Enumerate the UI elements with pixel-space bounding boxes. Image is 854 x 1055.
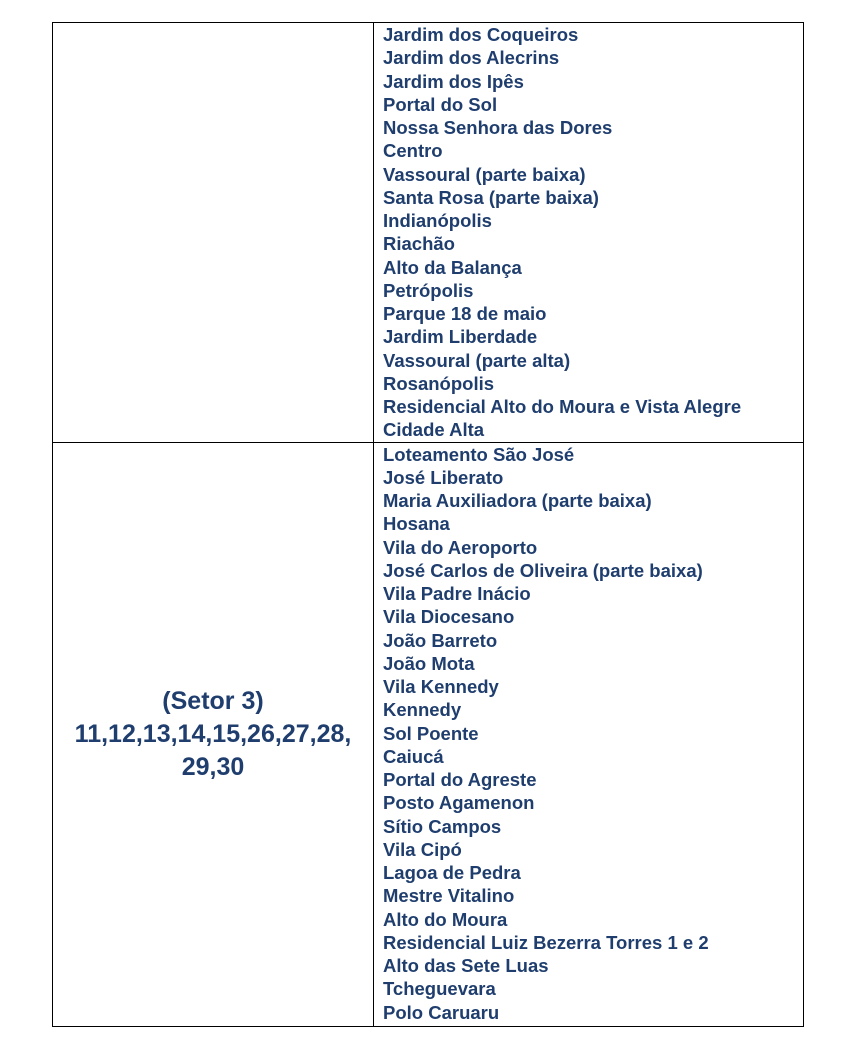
neighborhood-item: Rosanópolis [383,372,495,394]
neighborhood-item: José Carlos de Oliveira (parte baixa) [383,559,703,581]
neighborhood-item: Caiucá [383,745,444,767]
neighborhood-item: Portal do Sol [383,93,498,115]
neighborhood-item: Indianópolis [383,210,492,231]
sector-cell [53,442,374,1026]
neighborhood-item: Jardim dos Coqueiros [383,24,579,45]
neighborhood-list [383,23,803,442]
sector-table [52,22,804,1027]
neighborhoods-cell [374,442,804,1026]
neighborhood-item: Alto das Sete Luas [383,955,549,976]
neighborhood-item: Mestre Vitalino [383,885,515,907]
neighborhood-item: Alto do Moura [383,908,508,930]
neighborhood-item: João Barreto [383,629,498,651]
neighborhoods-cell [374,23,804,443]
neighborhood-item: Residencial Alto do Moura e Vista Alegre [383,396,742,417]
neighborhood-item: Vassoural (parte baixa) [383,163,586,185]
neighborhood-item: Jardim dos Alecrins [383,47,560,69]
neighborhood-item: Maria Auxiliadora (parte baixa) [383,490,652,511]
neighborhood-item: Cidade Alta [383,419,485,441]
neighborhood-item: Nossa Senhora das Dores [383,117,613,138]
neighborhood-item: Vila do Aeroporto [383,536,538,558]
neighborhood-item: Vila Kennedy [383,676,499,697]
neighborhood-item: Polo Caruaru [383,1001,500,1023]
neighborhood-item: Petrópolis [383,279,474,301]
table-row [53,23,804,443]
neighborhood-item: Riachão [383,233,455,255]
neighborhood-item: Alto da Balança [383,256,522,278]
neighborhood-item: Vila Padre Inácio [383,583,531,604]
neighborhood-item: Hosana [383,513,450,535]
neighborhood-item: Parque 18 de maio [383,303,547,324]
neighborhood-item: Sítio Campos [383,815,502,837]
neighborhood-item: Lagoa de Pedra [383,862,521,883]
table-row [53,442,804,1026]
neighborhood-item: Jardim dos Ipês [383,70,524,92]
sector-label: (Setor 3) [162,686,264,715]
neighborhood-list [383,443,803,1024]
neighborhood-item: Vila Diocesano [383,606,515,628]
neighborhood-item: Centro [383,140,443,162]
neighborhood-item: José Liberato [383,466,504,488]
neighborhood-item: Loteamento São José [383,443,575,465]
sector-codes: 11,12,13,14,15,26,27,28, 29,30 [74,719,352,781]
neighborhood-item: Posto Agamenon [383,792,535,814]
neighborhood-item: Kennedy [383,699,462,721]
neighborhood-item: Sol Poente [383,722,479,744]
sector-cell [53,23,374,443]
neighborhood-item: Tcheguevara [383,978,496,1000]
neighborhood-item: Vila Cipó [383,838,462,860]
neighborhood-item: Santa Rosa (parte baixa) [383,186,599,208]
neighborhood-item: João Mota [383,652,475,674]
neighborhood-item: Residencial Luiz Bezerra Torres 1 e 2 [383,931,709,953]
neighborhood-item: Vassoural (parte alta) [383,349,571,371]
neighborhood-item: Portal do Agreste [383,769,537,790]
neighborhood-item: Jardim Liberdade [383,326,538,348]
